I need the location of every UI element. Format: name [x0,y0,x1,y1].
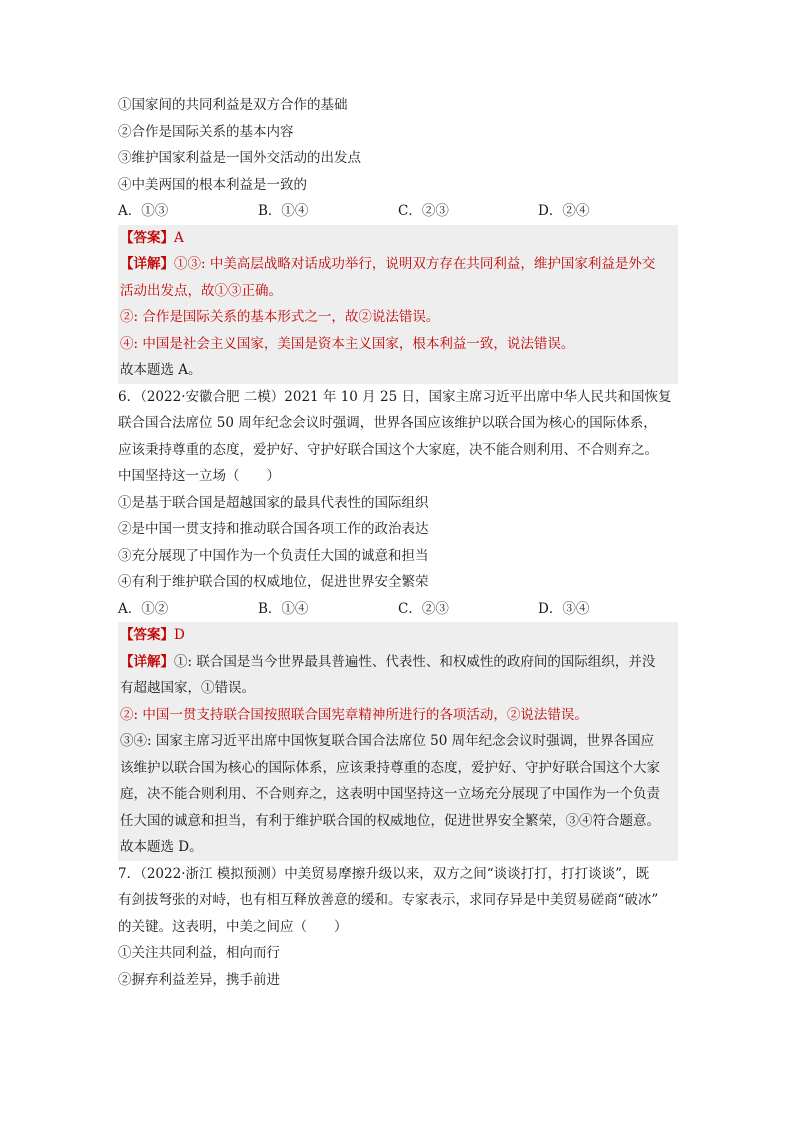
q5-answer [120,225,676,252]
q5-option-c: C．②③ [398,203,449,219]
q6-choice-4: ④有利于维护联合国的权威地位，促进世界安全繁荣 [118,574,429,590]
q6-detail-1 [120,649,676,676]
q5-option-b: B．①④ [258,203,309,219]
q5-options [118,198,678,225]
q7-stem-2: 有剑拔弩张的对峙，也有相互释放善意的缓和。专家表示，求同存异是中美贸易磋商“破冰” [118,892,659,908]
q6-stem-3: 应该秉持尊重的态度，爱护好、守护好联合国这个大家庭，决不能合则利用、不合则弃之。 [118,441,658,458]
q7-stem-3: 的关键。这表明，中美之间应（ ） [118,918,348,935]
q5-conclusion: 故本题选 A。 [120,362,202,378]
q6-detail-3: ②: 中国一贯支持联合国按照联合国宪章精神所进行的各项活动，②说法错误。 [120,706,588,723]
q5-answer-block [118,225,678,384]
q6-answer-block [118,622,678,861]
q5-detail-1 [120,251,676,278]
q6-choice-3: ③充分展现了中国作为一个负责任大国的诚意和担当 [118,547,429,564]
q6-stem-2: 联合国合法席位 50 周年纪念会议时强调，世界各国应该维护以联合国为核心的国际体系， [118,415,657,431]
q6-answer [120,622,676,649]
q5-answer-label: 【答案】 [120,229,174,246]
q6-option-c: C．②③ [398,600,449,617]
q5-option-d: D．②④ [538,203,590,219]
q5-choice-2: ②合作是国际关系的基本内容 [118,123,294,140]
q7-stem-1: 7．（2022·浙江 模拟预测）中美贸易摩擦升级以来，双方之间“谈谈打打，打打谈谈”，既 [118,865,650,882]
q5-answer-value: A [174,229,184,246]
q6-stem-4: 中国坚持这一立场（ ） [118,468,280,484]
q5-detail-4: ④: 中国是社会主义国家，美国是资本主义国家，根本利益一致，说法错误。 [120,335,575,352]
q6-option-b: B．①④ [258,600,309,617]
q6-stem-1: 6．（2022·安徽合肥 二模）2021 年 10 月 25 日，国家主席习近平出席中华人民共和国恢复 [118,388,672,405]
q5-choice-4: ④中美两国的根本利益是一致的 [118,176,307,193]
q6-option-a: A．①② [118,600,169,617]
q6-detail-6: 庭，决不能合则利用、不合则弃之，这表明中国坚持这一立场充分展现了中国作为一个负责 [120,786,660,802]
q6-answer-label: 【答案】 [120,627,174,643]
q5-choice-1: ①国家间的共同利益是双方合作的基础 [118,97,348,113]
q6-option-d: D．③④ [538,600,590,617]
q6-detail-5: 该维护以联合国为核心的国际体系，应该秉持尊重的态度，爱护好、守护好联合国这个大家 [120,759,660,776]
q5-option-a: A．①③ [118,203,169,219]
q6-conclusion: 故本题选 D。 [120,839,203,855]
q6-choice-2: ②是中国一贯支持和推动联合国各项工作的政治表达 [118,521,429,537]
q5-detail-3: ②: 合作是国际关系的基本形式之一，故②说法错误。 [120,309,440,325]
q5-detail-label: 【详解】 [120,256,174,272]
q6-detail-7: 任大国的诚意和担当，有利于维护联合国的权威地位，促进世界安全繁荣，③④符合题意。 [120,812,660,829]
q6-detail-label: 【详解】 [120,653,174,670]
q7-choice-2: ②摒弃利益差异，携手前进 [118,971,280,988]
q6-detail-text-1: ①: 联合国是当今世界最具普遍性、代表性、和权威性的政府间的国际组织，并没 [174,653,656,670]
q6-options [118,596,678,623]
q6-answer-value: D [174,627,185,643]
q6-detail-4: ③④: 国家主席习近平出席中国恢复联合国合法席位 50 周年纪念会议时强调，世界各国应 [120,733,655,749]
question-6 [118,384,678,861]
q6-choice-1: ①是基于联合国是超越国家的最具代表性的国际组织 [118,494,429,511]
q6-detail-2: 有超越国家，①错误。 [120,680,255,696]
question-5 [118,92,678,384]
q5-choice-3: ③维护国家利益是一国外交活动的出发点 [118,150,361,166]
q5-detail-2: 活动出发点，故①③正确。 [120,282,282,299]
q5-detail-text-1: ①③: 中美高层战略对话成功举行，说明双方存在共同利益，维护国家利益是外交 [174,256,656,272]
question-7 [118,861,678,994]
q7-choice-1: ①关注共同利益，相向而行 [118,945,280,961]
document-content [118,92,678,993]
